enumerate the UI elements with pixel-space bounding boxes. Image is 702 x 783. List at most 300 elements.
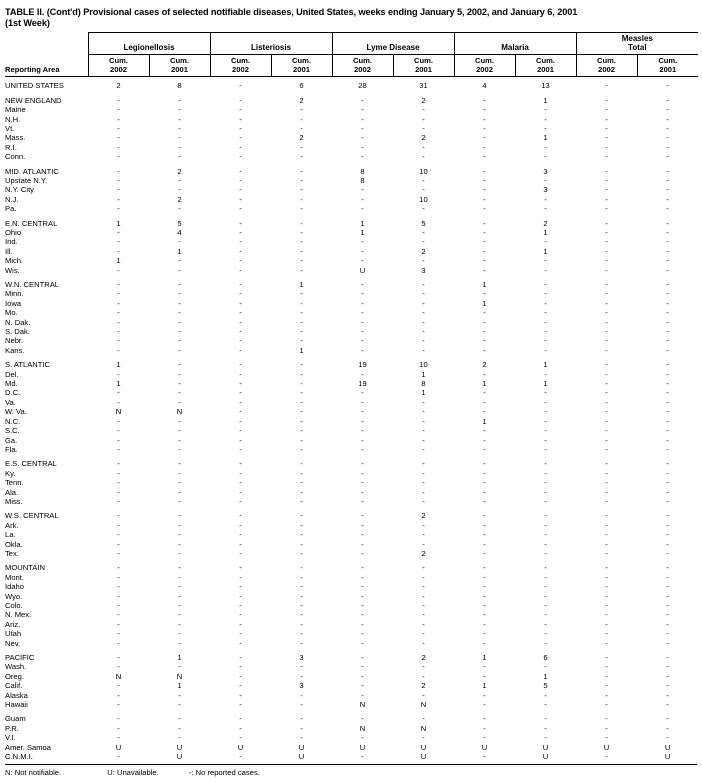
- value-cell: -: [544, 591, 547, 601]
- bottom-rule: [5, 764, 697, 765]
- value-cell: 19: [358, 379, 367, 389]
- group-label: Legionellosis: [123, 43, 175, 53]
- value-cell: -: [117, 175, 120, 185]
- value-cell: 1: [116, 218, 121, 228]
- value-cell: -: [300, 572, 303, 582]
- value-cell: -: [605, 152, 608, 162]
- value-cell: -: [117, 444, 120, 454]
- value-cell: -: [605, 539, 608, 549]
- value-cell: -: [666, 369, 669, 379]
- value-cell: -: [239, 619, 242, 629]
- value-cell: -: [666, 496, 669, 506]
- value-cell: -: [178, 619, 181, 629]
- value-cell: 1: [543, 227, 548, 237]
- value-cell: -: [666, 723, 669, 733]
- group-header-listeriosis: [210, 33, 332, 55]
- value-cell: -: [117, 681, 120, 691]
- value-cell: -: [300, 336, 303, 346]
- value-cell: -: [605, 133, 608, 143]
- reporting-area-cell: UNITED STATES: [5, 81, 64, 91]
- value-cell: -: [300, 690, 303, 700]
- value-cell: -: [605, 369, 608, 379]
- value-cell: -: [544, 204, 547, 214]
- value-cell: U: [664, 752, 671, 762]
- value-cell: -: [422, 671, 425, 681]
- value-cell: 1: [543, 379, 548, 389]
- value-cell: -: [605, 530, 608, 540]
- table-row: [5, 299, 698, 308]
- value-cell: -: [239, 700, 242, 710]
- reporting-area-cell: Wis.: [5, 265, 20, 275]
- value-cell: -: [239, 345, 242, 355]
- value-cell: -: [300, 435, 303, 445]
- value-cell: -: [361, 563, 364, 573]
- value-cell: -: [605, 142, 608, 152]
- value-cell: -: [605, 379, 608, 389]
- value-cell: -: [666, 407, 669, 417]
- value-cell: -: [483, 468, 486, 478]
- value-cell: -: [544, 444, 547, 454]
- value-cell: -: [483, 246, 486, 256]
- value-cell: -: [666, 114, 669, 124]
- table-row: [5, 601, 698, 610]
- value-cell: -: [117, 237, 120, 247]
- value-cell: -: [239, 265, 242, 275]
- value-cell: -: [483, 671, 486, 681]
- reporting-area-cell: NEW ENGLAND: [5, 95, 62, 105]
- value-cell: -: [117, 95, 120, 105]
- value-cell: -: [361, 105, 364, 115]
- table-row: [5, 700, 698, 709]
- value-cell: -: [666, 175, 669, 185]
- value-cell: -: [117, 539, 120, 549]
- value-cell: -: [239, 369, 242, 379]
- table-row: [5, 124, 698, 133]
- value-cell: 3: [543, 185, 548, 195]
- reporting-area-cell: Minn.: [5, 289, 24, 299]
- value-cell: -: [605, 397, 608, 407]
- table-row: [5, 558, 698, 572]
- table-row: [5, 308, 698, 317]
- value-cell: -: [300, 369, 303, 379]
- value-cell: 2: [116, 81, 121, 91]
- value-cell: -: [239, 638, 242, 648]
- reporting-area-cell: Nev.: [5, 638, 21, 648]
- value-cell: -: [605, 175, 608, 185]
- value-cell: -: [483, 539, 486, 549]
- value-cell: 1: [543, 133, 548, 143]
- value-cell: 1: [116, 379, 121, 389]
- value-cell: -: [605, 105, 608, 115]
- page-title-line2: (1st Week): [5, 18, 50, 29]
- subheader-cell: Cum. 2001: [271, 55, 332, 77]
- reporting-area-cell: N. Dak.: [5, 317, 31, 327]
- value-cell: -: [239, 601, 242, 610]
- value-cell: -: [300, 468, 303, 478]
- value-cell: -: [361, 530, 364, 540]
- value-cell: -: [239, 308, 242, 318]
- reporting-area-cell: PACIFIC: [5, 653, 35, 663]
- value-cell: -: [544, 511, 547, 521]
- value-cell: -: [239, 426, 242, 436]
- value-cell: -: [422, 105, 425, 115]
- table-row: [5, 336, 698, 345]
- value-cell: U: [603, 742, 610, 752]
- value-cell: 3: [421, 265, 426, 275]
- value-cell: -: [178, 478, 181, 488]
- reporting-area-cell: MID. ATLANTIC: [5, 166, 59, 176]
- value-cell: -: [422, 435, 425, 445]
- value-cell: -: [117, 496, 120, 506]
- value-cell: -: [605, 591, 608, 601]
- value-cell: -: [544, 280, 547, 289]
- footnote-unavailable: U: Unavailable.: [107, 767, 159, 777]
- subheader-cell: Cum. 2002: [454, 55, 515, 77]
- reporting-area-cell: Upstate N.Y.: [5, 175, 48, 185]
- value-cell: -: [544, 582, 547, 592]
- value-cell: -: [605, 468, 608, 478]
- reporting-area-cell: D.C.: [5, 388, 21, 398]
- value-cell: -: [239, 416, 242, 426]
- value-cell: -: [422, 487, 425, 497]
- value-cell: -: [666, 105, 669, 115]
- value-cell: 10: [419, 166, 428, 176]
- value-cell: -: [117, 459, 120, 469]
- value-cell: -: [239, 723, 242, 733]
- value-cell: -: [300, 520, 303, 530]
- value-cell: -: [117, 265, 120, 275]
- value-cell: -: [666, 629, 669, 639]
- value-cell: 13: [541, 81, 550, 91]
- value-cell: -: [666, 308, 669, 318]
- value-cell: -: [483, 629, 486, 639]
- value-cell: -: [605, 194, 608, 204]
- reporting-area-cell: Mont.: [5, 572, 24, 582]
- value-cell: -: [666, 733, 669, 743]
- value-cell: -: [666, 426, 669, 436]
- value-cell: 2: [177, 194, 182, 204]
- value-cell: -: [483, 752, 486, 762]
- value-cell: -: [605, 218, 608, 228]
- value-cell: -: [178, 563, 181, 573]
- value-cell: -: [361, 237, 364, 247]
- value-cell: -: [117, 227, 120, 237]
- value-cell: -: [544, 327, 547, 337]
- value-cell: 6: [543, 653, 548, 663]
- value-cell: -: [666, 227, 669, 237]
- value-cell: -: [544, 289, 547, 299]
- value-cell: -: [483, 123, 486, 133]
- subheader-cell: Cum. 2001: [393, 55, 454, 77]
- value-cell: -: [605, 723, 608, 733]
- value-cell: -: [483, 142, 486, 152]
- table-row: [5, 105, 698, 114]
- value-cell: -: [483, 105, 486, 115]
- value-cell: 1: [360, 218, 365, 228]
- value-cell: -: [666, 520, 669, 530]
- value-cell: 2: [543, 218, 548, 228]
- reporting-area-cell: Maine: [5, 105, 26, 115]
- value-cell: -: [117, 629, 120, 639]
- value-cell: -: [117, 548, 120, 558]
- value-cell: -: [361, 397, 364, 407]
- value-cell: -: [239, 95, 242, 105]
- value-cell: U: [176, 752, 183, 762]
- value-cell: 1: [360, 227, 365, 237]
- value-cell: -: [178, 459, 181, 469]
- footnote-not-notifiable: N: Not notifiable.: [5, 767, 62, 777]
- value-cell: -: [178, 95, 181, 105]
- value-cell: -: [300, 487, 303, 497]
- value-cell: -: [544, 256, 547, 266]
- value-cell: -: [666, 166, 669, 176]
- value-cell: -: [300, 601, 303, 610]
- value-cell: -: [300, 397, 303, 407]
- reporting-area-label: Reporting Area: [5, 65, 60, 75]
- value-cell: -: [422, 520, 425, 530]
- value-cell: -: [300, 379, 303, 389]
- subheader-cell: Cum. 2002: [88, 55, 149, 77]
- value-cell: -: [178, 105, 181, 115]
- value-cell: -: [361, 444, 364, 454]
- value-cell: -: [422, 256, 425, 266]
- value-cell: -: [117, 520, 120, 530]
- value-cell: -: [666, 280, 669, 289]
- table-row: [5, 355, 698, 369]
- table-row: [5, 195, 698, 204]
- reporting-area-cell: Kans.: [5, 345, 25, 355]
- value-cell: -: [666, 246, 669, 256]
- value-cell: 1: [543, 246, 548, 256]
- table-row: [5, 733, 698, 742]
- value-cell: -: [239, 327, 242, 337]
- value-cell: -: [300, 256, 303, 266]
- value-cell: -: [300, 548, 303, 558]
- group-label: Measles: [621, 34, 653, 44]
- value-cell: N: [115, 407, 122, 417]
- value-cell: -: [483, 204, 486, 214]
- table-row: [5, 752, 698, 761]
- value-cell: -: [300, 407, 303, 417]
- table-row: [5, 743, 698, 752]
- value-cell: -: [300, 723, 303, 733]
- value-cell: -: [361, 133, 364, 143]
- value-cell: -: [544, 548, 547, 558]
- value-cell: -: [300, 459, 303, 469]
- value-cell: -: [666, 582, 669, 592]
- value-cell: -: [117, 204, 120, 214]
- value-cell: -: [178, 416, 181, 426]
- value-cell: -: [361, 142, 364, 152]
- page-title: [5, 7, 697, 29]
- value-cell: -: [605, 416, 608, 426]
- value-cell: 10: [419, 194, 428, 204]
- value-cell: -: [239, 360, 242, 370]
- value-cell: -: [178, 601, 181, 610]
- value-cell: -: [300, 714, 303, 724]
- value-cell: -: [239, 653, 242, 663]
- value-cell: -: [422, 142, 425, 152]
- reporting-area-cell: Ariz.: [5, 619, 21, 629]
- value-cell: 2: [421, 95, 426, 105]
- value-cell: -: [361, 280, 364, 289]
- value-cell: -: [300, 662, 303, 672]
- value-cell: -: [544, 336, 547, 346]
- value-cell: -: [239, 256, 242, 266]
- value-cell: -: [239, 520, 242, 530]
- value-cell: U: [298, 752, 305, 762]
- reporting-area-cell: Idaho: [5, 582, 25, 592]
- value-cell: -: [483, 265, 486, 275]
- value-cell: -: [544, 468, 547, 478]
- value-cell: -: [544, 426, 547, 436]
- value-cell: 8: [421, 379, 426, 389]
- value-cell: -: [666, 671, 669, 681]
- value-cell: -: [178, 539, 181, 549]
- value-cell: 1: [482, 280, 487, 289]
- value-cell: -: [422, 336, 425, 346]
- value-cell: -: [239, 629, 242, 639]
- value-cell: -: [361, 204, 364, 214]
- value-cell: -: [300, 360, 303, 370]
- value-cell: -: [666, 619, 669, 629]
- value-cell: -: [483, 610, 486, 620]
- value-cell: N: [176, 407, 183, 417]
- value-cell: -: [666, 539, 669, 549]
- value-cell: -: [361, 114, 364, 124]
- value-cell: 5: [543, 681, 548, 691]
- value-cell: -: [544, 539, 547, 549]
- reporting-area-cell: N.H.: [5, 114, 21, 124]
- value-cell: -: [544, 317, 547, 327]
- value-cell: -: [544, 142, 547, 152]
- value-cell: -: [361, 407, 364, 417]
- value-cell: -: [361, 752, 364, 762]
- value-cell: -: [239, 397, 242, 407]
- value-cell: -: [544, 194, 547, 204]
- value-cell: -: [117, 591, 120, 601]
- value-cell: -: [544, 563, 547, 573]
- value-cell: -: [239, 582, 242, 592]
- table-row: [5, 115, 698, 124]
- value-cell: -: [666, 256, 669, 266]
- table-row: [5, 185, 698, 194]
- value-cell: -: [361, 662, 364, 672]
- reporting-area-cell: Md.: [5, 379, 18, 389]
- value-cell: 1: [543, 95, 548, 105]
- value-cell: -: [605, 671, 608, 681]
- value-cell: -: [361, 601, 364, 610]
- value-cell: -: [361, 638, 364, 648]
- table-row: [5, 77, 698, 91]
- value-cell: 31: [419, 81, 428, 91]
- table-row: [5, 388, 698, 397]
- value-cell: -: [178, 379, 181, 389]
- value-cell: 3: [543, 166, 548, 176]
- value-cell: -: [361, 591, 364, 601]
- value-cell: -: [666, 662, 669, 672]
- table-row: [5, 417, 698, 426]
- value-cell: -: [239, 218, 242, 228]
- value-cell: -: [361, 426, 364, 436]
- value-cell: -: [117, 327, 120, 337]
- value-cell: -: [483, 133, 486, 143]
- value-cell: -: [117, 619, 120, 629]
- reporting-area-cell: Nebr.: [5, 336, 24, 346]
- value-cell: -: [300, 700, 303, 710]
- value-cell: -: [605, 638, 608, 648]
- value-cell: -: [361, 298, 364, 308]
- value-cell: -: [483, 185, 486, 195]
- value-cell: -: [605, 298, 608, 308]
- value-cell: -: [178, 289, 181, 299]
- value-cell: -: [605, 714, 608, 724]
- table-row: [5, 573, 698, 582]
- value-cell: 2: [421, 681, 426, 691]
- value-cell: -: [239, 81, 242, 91]
- value-cell: -: [666, 601, 669, 610]
- value-cell: -: [605, 388, 608, 398]
- value-cell: -: [483, 601, 486, 610]
- value-cell: -: [422, 610, 425, 620]
- value-cell: -: [178, 723, 181, 733]
- value-cell: -: [361, 487, 364, 497]
- group-label: Listeriosis: [251, 43, 292, 53]
- value-cell: -: [117, 152, 120, 162]
- value-cell: N: [359, 723, 366, 733]
- value-cell: -: [666, 478, 669, 488]
- value-cell: -: [117, 690, 120, 700]
- value-cell: -: [361, 539, 364, 549]
- value-cell: -: [239, 280, 242, 289]
- value-cell: -: [605, 407, 608, 417]
- value-cell: 2: [421, 548, 426, 558]
- value-cell: -: [300, 327, 303, 337]
- value-cell: -: [605, 237, 608, 247]
- value-cell: -: [178, 336, 181, 346]
- value-cell: -: [483, 369, 486, 379]
- value-cell: -: [666, 444, 669, 454]
- value-cell: -: [361, 459, 364, 469]
- reporting-area-cell: Mich.: [5, 256, 24, 266]
- value-cell: -: [422, 572, 425, 582]
- value-cell: -: [605, 227, 608, 237]
- value-cell: -: [544, 610, 547, 620]
- subheader-cell: Cum. 2001: [149, 55, 210, 77]
- value-cell: -: [239, 563, 242, 573]
- value-cell: -: [178, 133, 181, 143]
- value-cell: -: [666, 548, 669, 558]
- value-cell: -: [239, 548, 242, 558]
- value-cell: -: [178, 700, 181, 710]
- value-cell: -: [361, 388, 364, 398]
- value-cell: -: [178, 175, 181, 185]
- group-header-measles-total: [576, 33, 698, 55]
- value-cell: -: [178, 487, 181, 497]
- value-cell: -: [544, 723, 547, 733]
- value-cell: -: [422, 397, 425, 407]
- value-cell: -: [117, 397, 120, 407]
- value-cell: -: [300, 185, 303, 195]
- value-cell: -: [422, 619, 425, 629]
- value-cell: -: [483, 662, 486, 672]
- value-cell: -: [361, 690, 364, 700]
- value-cell: -: [605, 123, 608, 133]
- value-cell: -: [605, 548, 608, 558]
- table-row: [5, 610, 698, 619]
- value-cell: -: [361, 289, 364, 299]
- reporting-area-cell: Ky.: [5, 468, 16, 478]
